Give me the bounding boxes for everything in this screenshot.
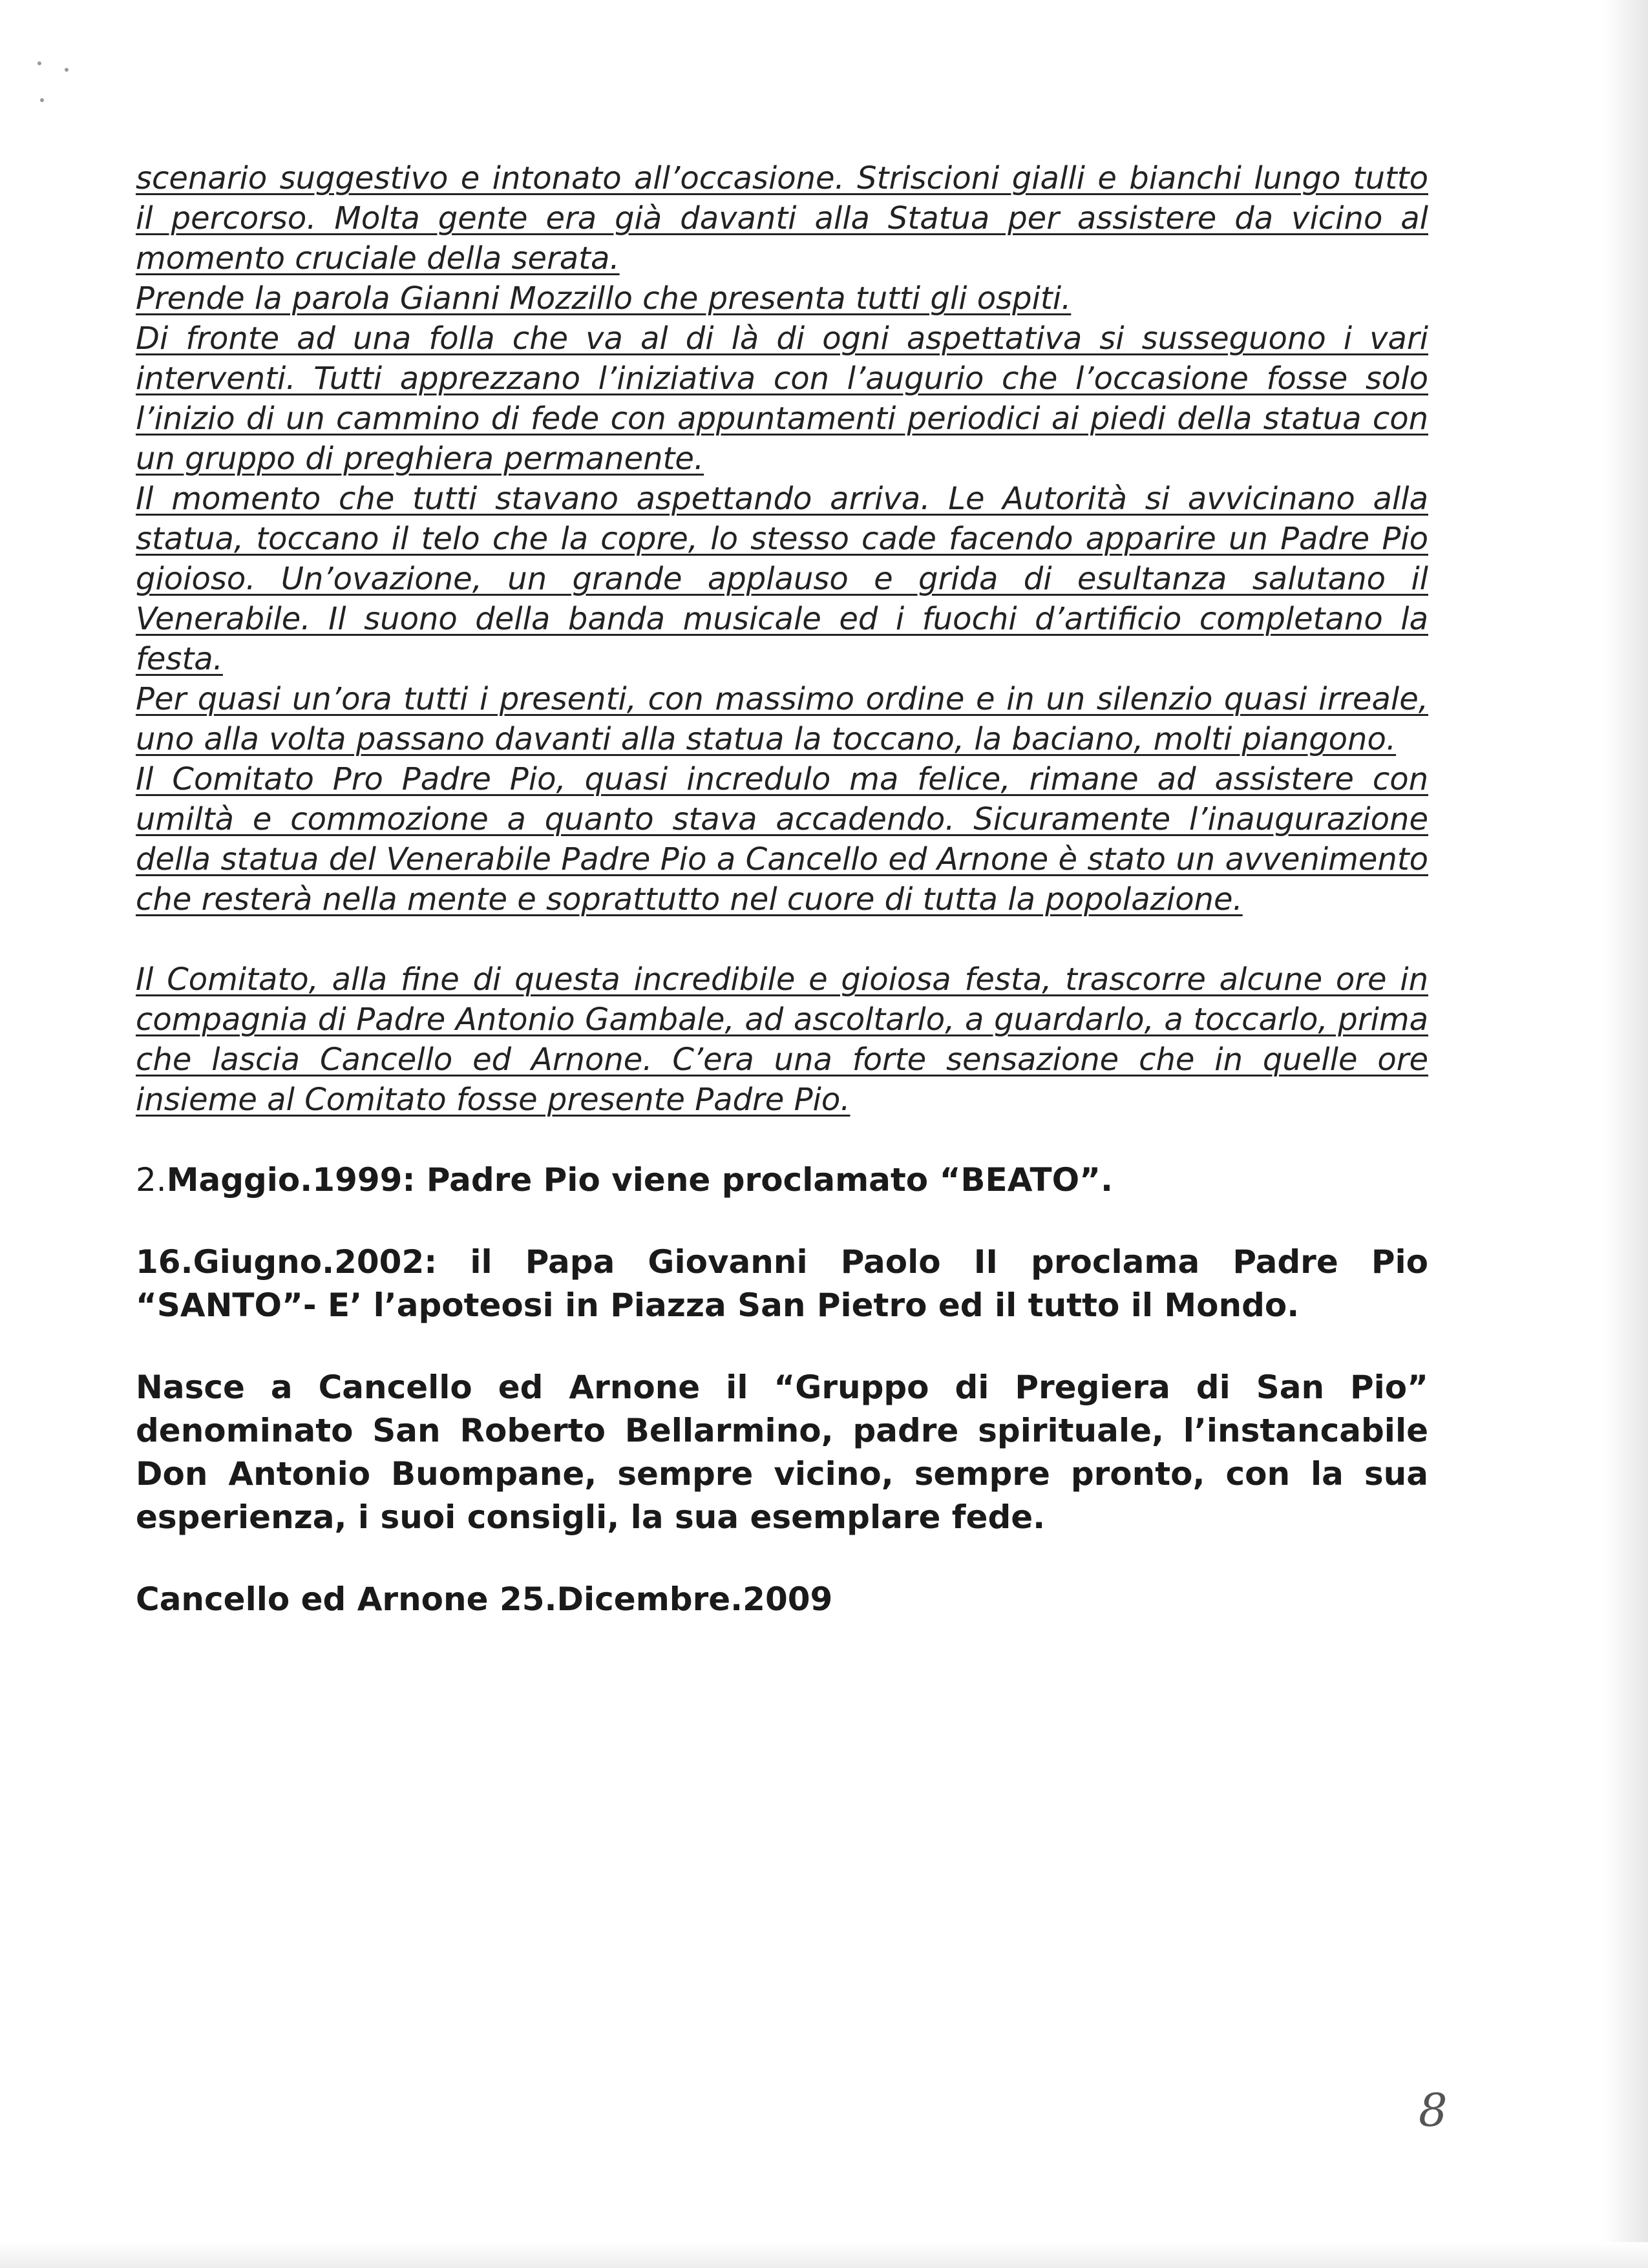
spacer <box>136 1327 1428 1366</box>
prayer-group-paragraph: Nasce a Cancello ed Arnone il “Gruppo di Pregiera di San Pio” denominato San Roberto Bellarmino, padre spirituale, l’instancabile Don Antonio Buompane, sempre vicino, sempre pronto, con la sua esperienza, i suoi consigli, la sua esemplare fede. <box>136 1369 1428 1536</box>
committee-epilogue <box>136 960 1428 1120</box>
beatification-number: 2. <box>136 1161 167 1199</box>
spacer <box>136 1120 1428 1159</box>
paragraph-interventions: Di fronte ad una folla che va al di là di ogni aspettativa si susseguono i vari interventi. Tutti apprezzano l’iniziativa con l’augurio che l’occasione fosse solo l’inizio di un cammino di fede con appuntamenti periodici ai piedi della statua con un gruppo di preghiera permanente. <box>136 320 1428 477</box>
spacer <box>136 1202 1428 1241</box>
paragraph-committee: Il Comitato Pro Padre Pio, quasi incredulo ma felice, rimane ad assistere con umiltà e commozione a quanto stava accadendo. Sicuramente l’inaugurazione della statua del Venerabile Padre Pio a Cancello ed Arnone è stato un avvenimento che resterà nella mente e soprattutto nel cuore di tutta la popolazione. <box>136 761 1428 918</box>
event-narrative <box>136 158 1428 919</box>
scan-speck <box>37 61 41 65</box>
closing-place-date: Cancello ed Arnone 25.Dicembre.2009 <box>136 1580 833 1618</box>
scan-edge-bottom <box>0 2242 1648 2268</box>
scan-edge-right <box>1603 0 1648 2268</box>
scan-speck <box>65 68 69 72</box>
page-number: 8 <box>1419 2084 1448 2137</box>
paragraph-scenario: scenario suggestivo e intonato all’occasione. Striscioni gialli e bianchi lungo tutto il percorso. Molta gente era già davanti alla Statua per assistere da vicino al momento cruciale della serata. <box>136 160 1428 277</box>
paragraph-epilogue: Il Comitato, alla fine di questa incredibile e gioiosa festa, trascorre alcune ore in compagnia di Padre Antonio Gambale, ad ascoltarlo, a guardarlo, a toccarlo, prima che lascia Cancello ed Arnone. C’era una forte sensazione che in quelle ore insieme al Comitato fosse presente Padre Pio. <box>136 961 1428 1118</box>
spacer <box>136 919 1428 960</box>
canonization-date: 16.Giugno.2002: il Papa Giovanni Paolo II proclama Padre Pio “SANTO”- E’ l’apoteosi in Piazza San Pietro ed il tutto il Mondo. <box>136 1243 1428 1324</box>
paragraph-unveiling: Il momento che tutti stavano aspettando arriva. Le Autorità si avvicinano alla statua, toccano il telo che la copre, lo stesso cade facendo apparire un Padre Pio gioioso. Un’ovazione, un grande applauso e grida di esultanza salutano il Venerabile. Il suono della banda musicale ed i fuochi d’artificio completano la festa. <box>136 481 1428 677</box>
paragraph-speaker: Prende la parola Gianni Mozzillo che presenta tutti gli ospiti. <box>136 280 1072 317</box>
paragraph-visitors: Per quasi un’ora tutti i presenti, con massimo ordine e in un silenzio quasi irreale, uno alla volta passano davanti alla statua la toccano, la baciano, molti piangono. <box>136 681 1428 757</box>
document-body <box>136 158 1428 1621</box>
beatification-date <box>136 1159 1428 1202</box>
beatification-text: Maggio.1999: Padre Pio viene proclamato “BEATO”. <box>166 1161 1113 1199</box>
scan-speck <box>40 98 44 102</box>
spacer <box>136 1539 1428 1578</box>
